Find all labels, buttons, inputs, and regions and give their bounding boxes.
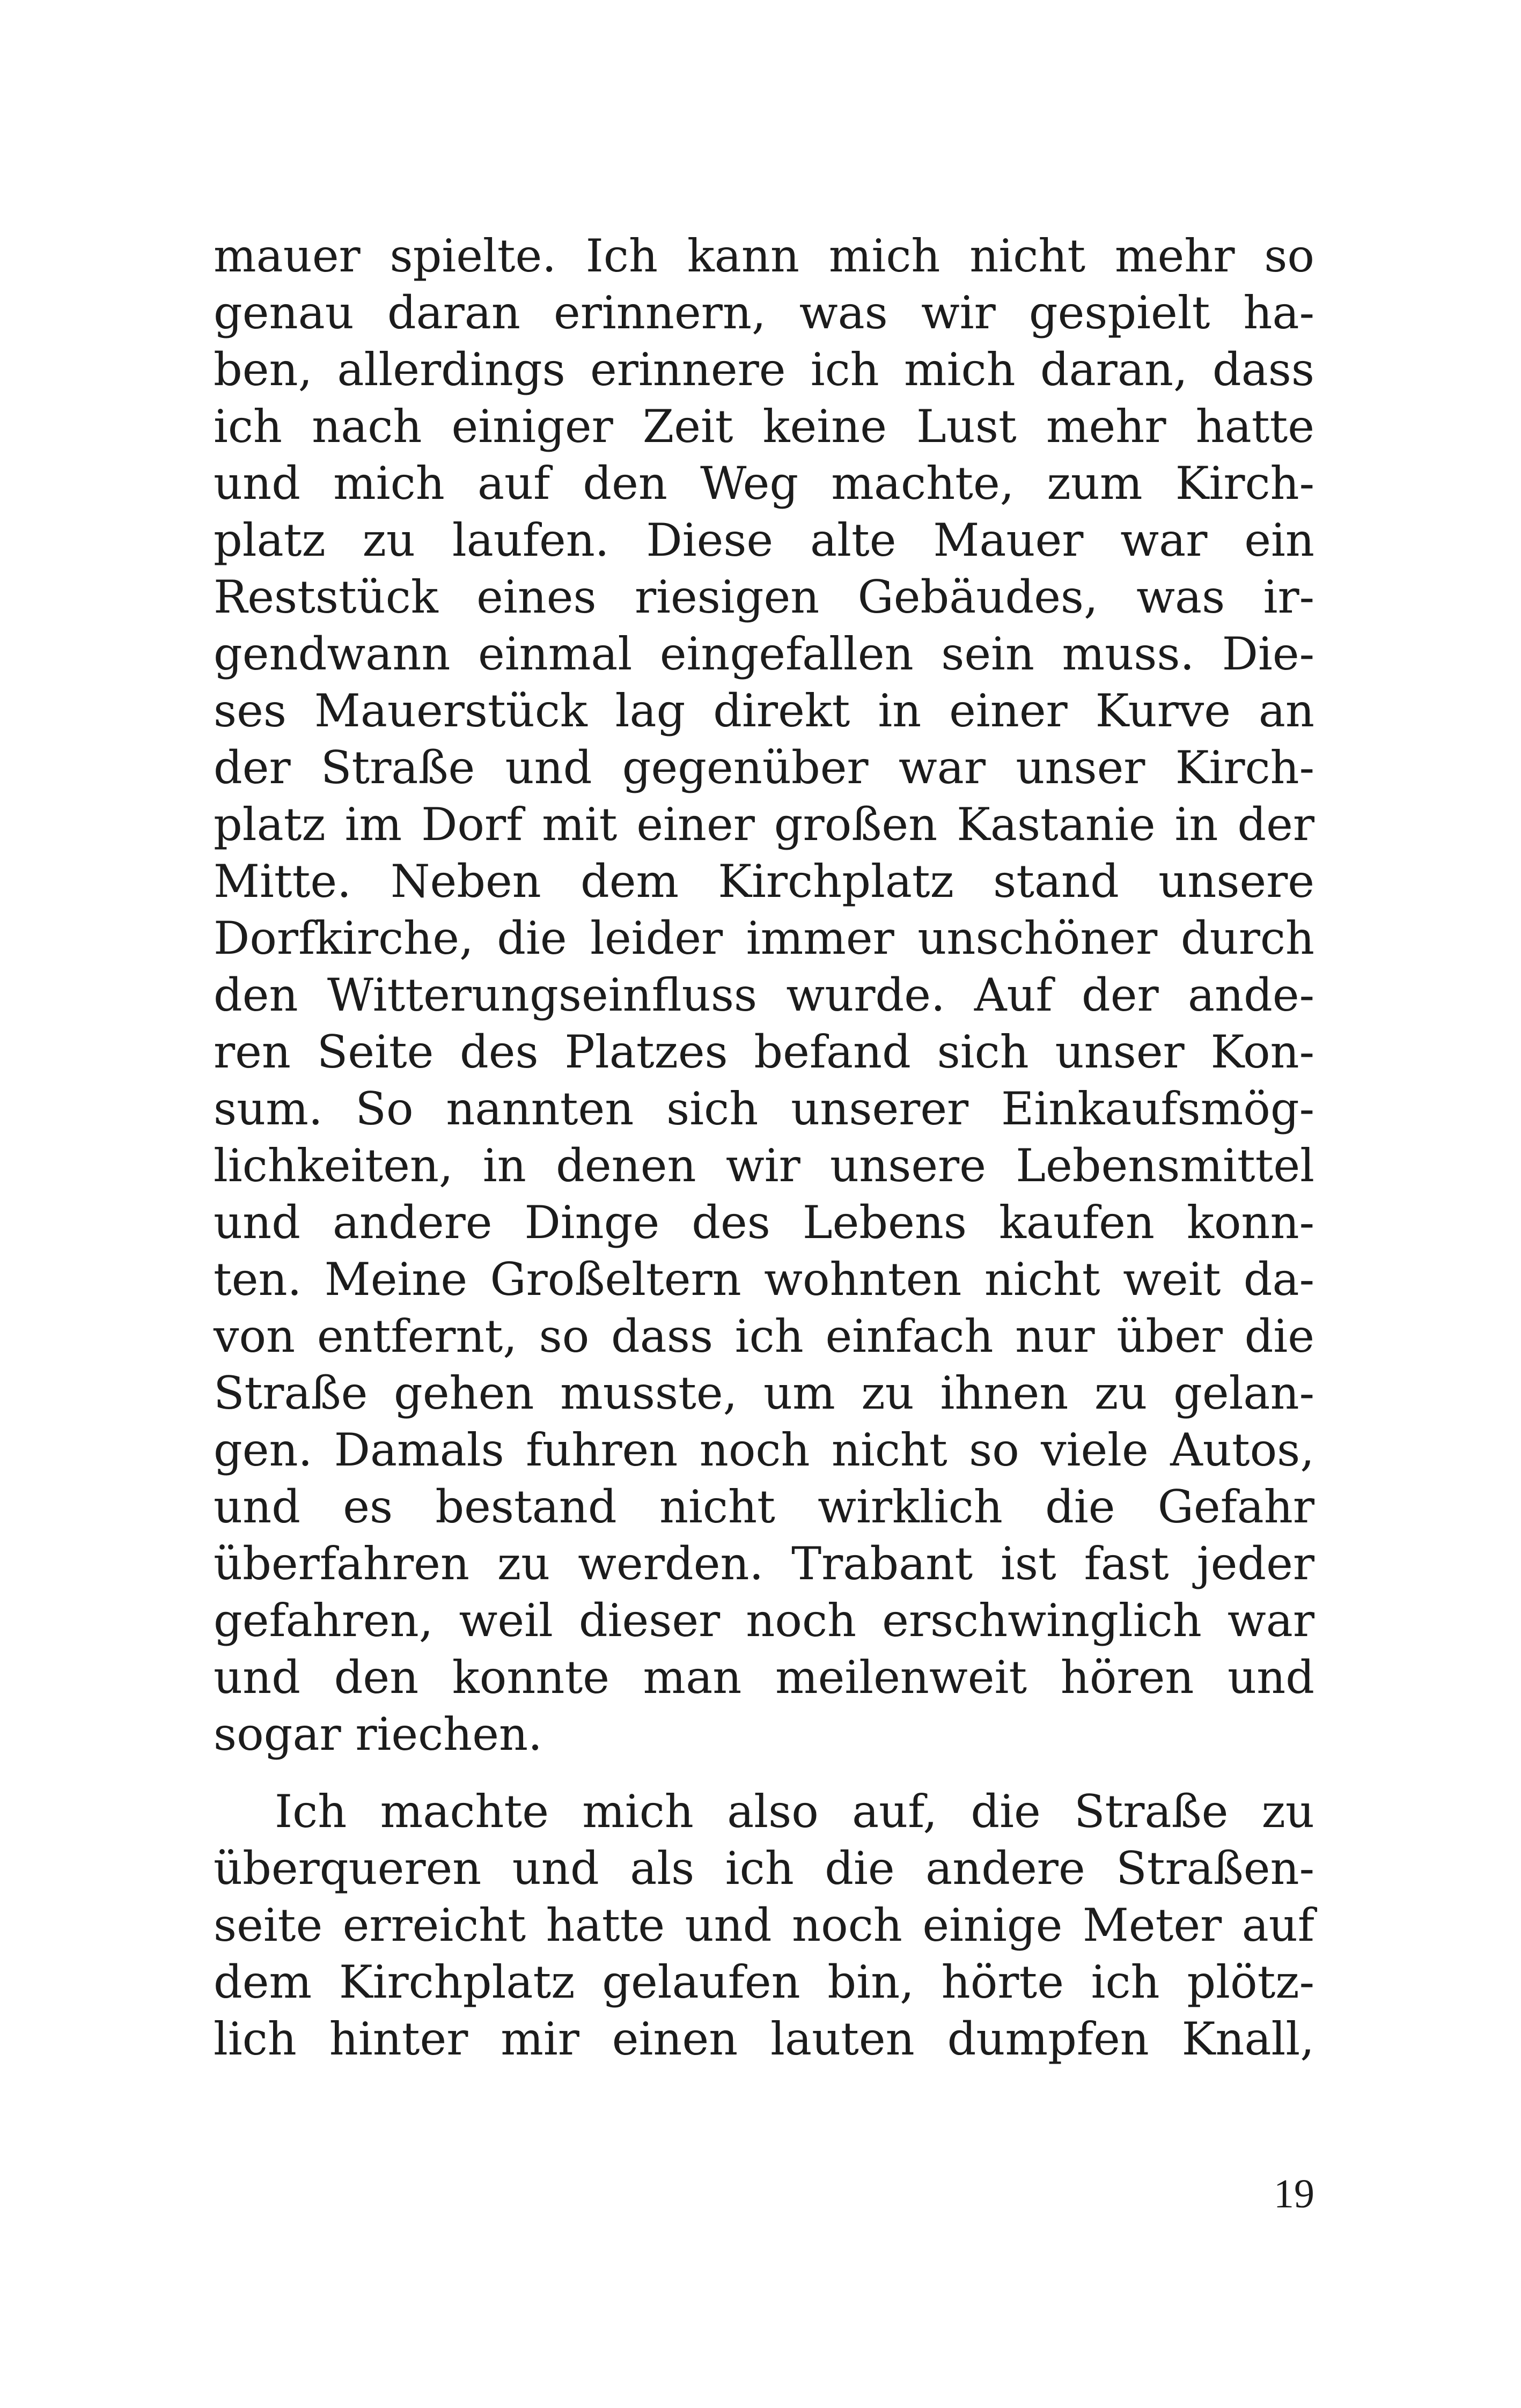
- text-line: Straße gehen musste, um zu ihnen zu gelan-: [214, 1367, 1314, 1419]
- text-line: ses Mauerstück lag direkt in einer Kurve an: [214, 684, 1314, 737]
- paragraph-2: [214, 1783, 1314, 2067]
- text-line: Ich machte mich also auf, die Straße zu: [275, 1785, 1314, 1838]
- text-line: ich nach einiger Zeit keine Lust mehr hatte: [214, 400, 1314, 453]
- page-number: 19: [1274, 2171, 1314, 2216]
- paragraph-1: [214, 227, 1314, 1763]
- text-line: und es bestand nicht wirklich die Gefahr: [214, 1481, 1314, 1533]
- text-line: und den konnte man meilenweit hören und: [214, 1651, 1314, 1704]
- text-line: der Straße und gegenüber war unser Kirch-: [214, 741, 1314, 794]
- text-line: ben, allerdings erinnere ich mich daran, dass: [214, 343, 1314, 396]
- text-line: lichkeiten, in denen wir unsere Lebensmittel: [214, 1139, 1314, 1192]
- text-line: und mich auf den Weg machte, zum Kirch-: [214, 457, 1314, 510]
- text-line: seite erreicht hatte und noch einige Meter auf: [214, 1899, 1314, 1952]
- text-line: ten. Meine Großeltern wohnten nicht weit da-: [214, 1253, 1314, 1306]
- text-line: sogar riechen.: [214, 1708, 542, 1761]
- text-line: dem Kirchplatz gelaufen bin, hörte ich plötz-: [214, 1956, 1314, 2008]
- text-line: genau daran erinnern, was wir gespielt ha-: [214, 286, 1314, 339]
- text-line: mauer spielte. Ich kann mich nicht mehr so: [214, 230, 1314, 282]
- text-line: gendwann einmal eingefallen sein muss. Die-: [214, 628, 1314, 680]
- text-line: lich hinter mir einen lauten dumpfen Knall,: [214, 2013, 1314, 2065]
- text-line: und andere Dinge des Lebens kaufen konn-: [214, 1196, 1314, 1249]
- text-line: Mitte. Neben dem Kirchplatz stand unsere: [214, 855, 1314, 908]
- text-line: platz zu laufen. Diese alte Mauer war ein: [214, 514, 1314, 566]
- text-line: überqueren und als ich die andere Straßen-: [214, 1842, 1314, 1895]
- text-line: überfahren zu werden. Trabant ist fast jeder: [214, 1537, 1314, 1590]
- text-line: ren Seite des Platzes befand sich unser Kon-: [214, 1026, 1314, 1078]
- text-line: von entfernt, so dass ich einfach nur über die: [214, 1310, 1314, 1363]
- text-line: gen. Damals fuhren noch nicht so viele Autos,: [214, 1424, 1314, 1476]
- text-line: Dorfkirche, die leider immer unschöner durch: [214, 912, 1314, 964]
- body-text: [214, 227, 1314, 2067]
- text-line: den Witterungseinfluss wurde. Auf der ande-: [214, 969, 1314, 1021]
- text-line: platz im Dorf mit einer großen Kastanie in der: [214, 798, 1314, 851]
- text-line: gefahren, weil dieser noch erschwinglich war: [214, 1594, 1314, 1647]
- text-line: Reststück eines riesigen Gebäudes, was ir-: [214, 571, 1314, 623]
- text-line: sum. So nannten sich unserer Einkaufsmög-: [214, 1083, 1314, 1135]
